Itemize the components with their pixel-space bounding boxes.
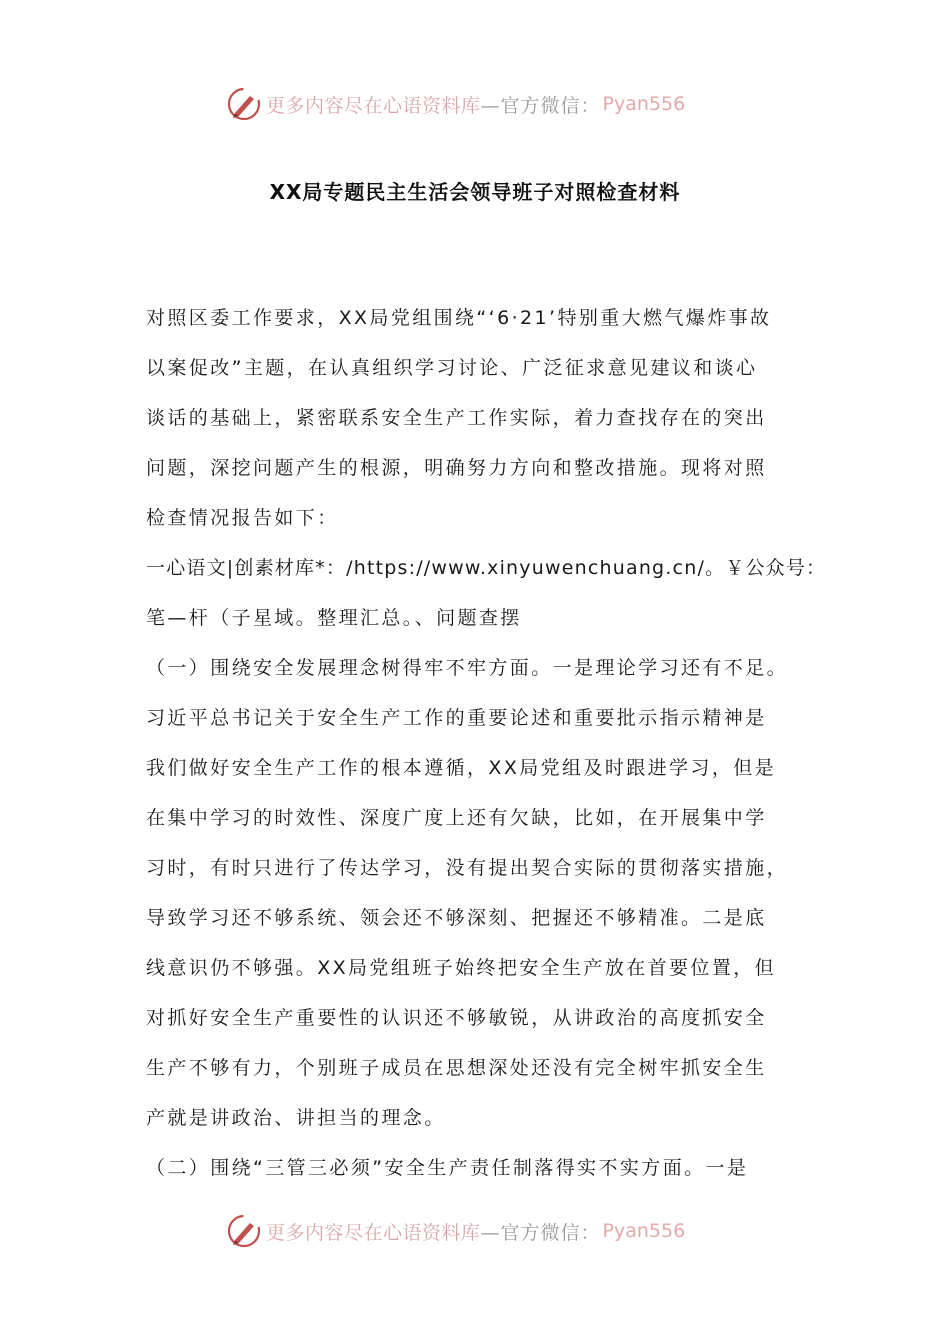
footer-banner xyxy=(226,1211,685,1251)
header-banner xyxy=(226,84,685,124)
pen-logo-icon xyxy=(226,86,262,122)
banner-dash-text: —官方微信： xyxy=(480,94,601,117)
pen-logo-icon xyxy=(226,1213,262,1249)
body-line: 检查情况报告如下： xyxy=(146,507,339,529)
body-line: 导致学习还不够系统、领会还不够深刻、把握还不够精准。二是底 xyxy=(146,907,767,929)
body-line: 对抓好安全生产重要性的认识还不够敏锐，从讲政治的高度抓安全 xyxy=(146,1007,767,1029)
banner-dash-text: —官方微信： xyxy=(480,1221,601,1244)
body-line: 以案促改”主题，在认真组织学习讨论、广泛征求意见建议和谈心 xyxy=(146,357,758,379)
body-line: 生产不够有力，个别班子成员在思想深处还没有完全树牢抓安全生 xyxy=(146,1057,767,1079)
body-line: 笔—杆（子星域。整理汇总。、问题查摆 xyxy=(146,607,522,629)
body-line: 在集中学习的时效性、深度广度上还有欠缺，比如，在开展集中学 xyxy=(146,807,767,829)
body-line: 对照区委工作要求，XX局党组围绕“‘6·21’特别重大燃气爆炸事故 xyxy=(146,307,772,329)
body-line: 我们做好安全生产工作的根本遵循，XX局党组及时跟进学习，但是 xyxy=(146,757,777,779)
document-title: XX局专题民主生活会领导班子对照检查材料 xyxy=(269,180,681,204)
body-line: 一心语文|创素材库*：/https://www.xinyuwenchuang.cn/。￥公众号： xyxy=(146,557,827,579)
body-line: （二）围绕“三管三必须”安全生产责任制落得实不实方面。一是 xyxy=(146,1157,749,1179)
body-line: 线意识仍不够强。XX局党组班子始终把安全生产放在首要位置，但 xyxy=(146,957,777,979)
banner-wechat-id: Pyan556 xyxy=(602,93,686,115)
banner-text: 更多内容尽在心语资料库 xyxy=(266,1221,481,1244)
body-line: 习时，有时只进行了传达学习，没有提出契合实际的贯彻落实措施， xyxy=(146,857,789,879)
body-line: 产就是讲政治、讲担当的理念。 xyxy=(146,1107,446,1129)
banner-text: 更多内容尽在心语资料库 xyxy=(266,94,481,117)
body-line: （一）围绕安全发展理念树得牢不牢方面。一是理论学习还有不足。 xyxy=(146,657,789,679)
banner-wechat-id: Pyan556 xyxy=(602,1220,686,1242)
document-body xyxy=(146,298,826,1198)
body-line: 习近平总书记关于安全生产工作的重要论述和重要批示指示精神是 xyxy=(146,707,767,729)
body-line: 谈话的基础上，紧密联系安全生产工作实际，着力查找存在的突出 xyxy=(146,407,767,429)
body-line: 问题，深挖问题产生的根源，明确努力方向和整改措施。现将对照 xyxy=(146,457,767,479)
